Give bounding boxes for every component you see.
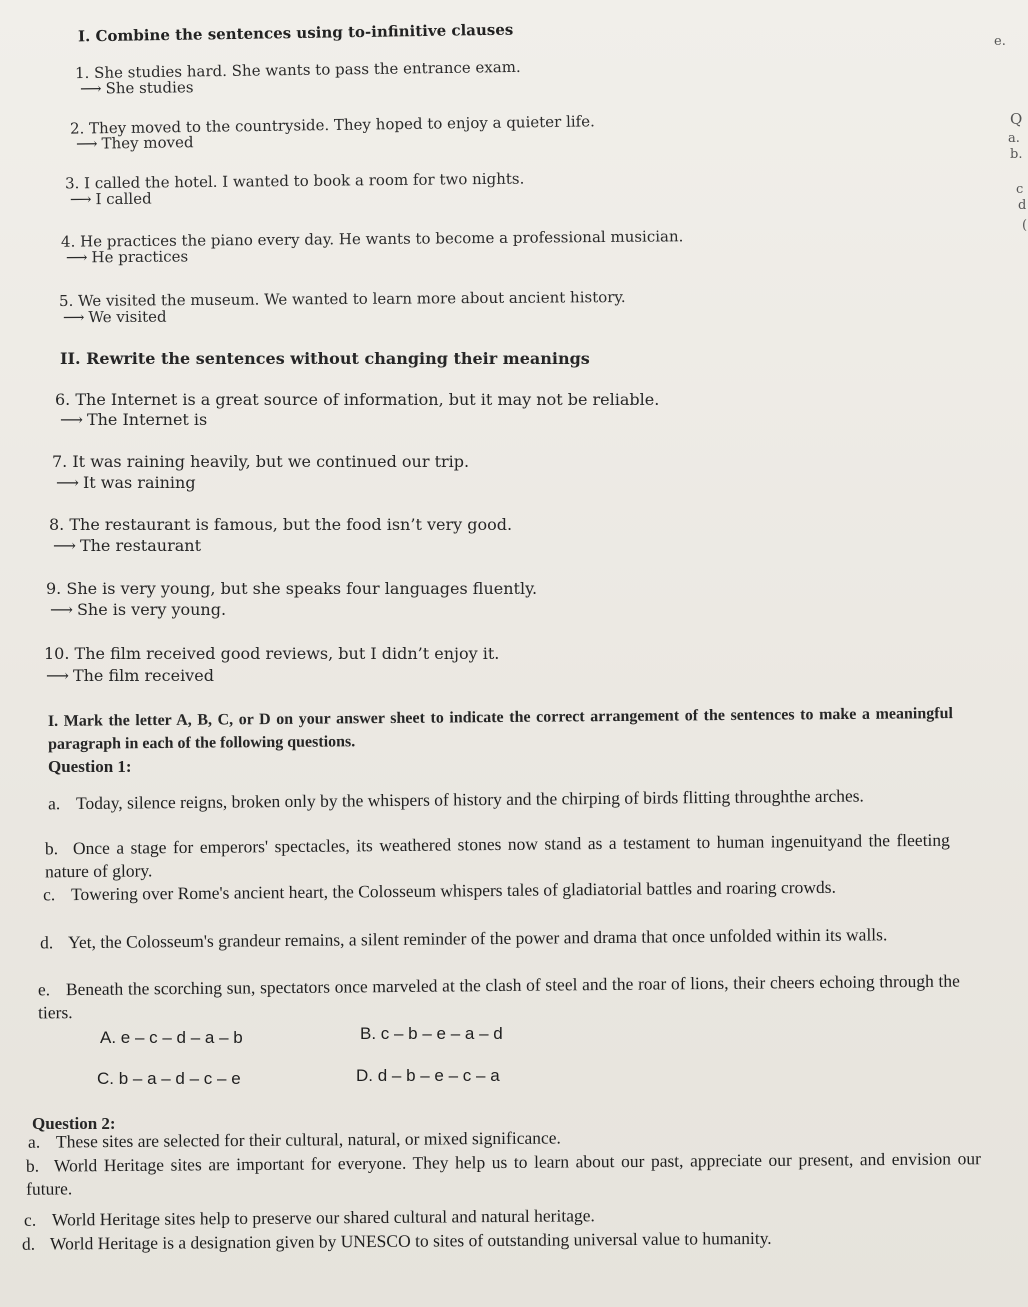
answer-stem: We visited bbox=[88, 307, 167, 327]
part1-answer-2 bbox=[76, 133, 194, 153]
answer-stem: She is very young. bbox=[76, 600, 227, 619]
part3-heading: I. Mark the letter A, B, C, or D on your answer sheet to indicate the correct arrangement of the sentences to make a meaningful paragraph in each of the following questions. bbox=[47, 705, 953, 753]
part2-question-10: 10. The film received good reviews, but I didn’t enjoy it. bbox=[44, 644, 500, 663]
part1-heading: I. Combine the sentences using to-infinitive clauses bbox=[77, 20, 514, 46]
sentence-label: b. bbox=[44, 838, 59, 859]
question1-title: Question 1: bbox=[48, 757, 132, 776]
question2-title: Question 2: bbox=[32, 1114, 116, 1133]
part2-question-7: 7. It was raining heavily, but we continued our trip. bbox=[52, 452, 470, 471]
arrow-icon: ⟶ bbox=[60, 410, 83, 429]
part1-answer-5 bbox=[63, 308, 167, 327]
part2-answer-10 bbox=[46, 666, 214, 685]
sentence-text: Yet, the Colosseum's grandeur remains, a silent reminder of the power and drama that once unfolded within its walls. bbox=[67, 924, 888, 953]
arrow-icon: ⟶ bbox=[75, 134, 98, 153]
sentence-label: e. bbox=[37, 979, 51, 1000]
sentence-label: d. bbox=[21, 1233, 36, 1254]
q1-option-a[interactable]: A. e – c – d – a – b bbox=[100, 1028, 243, 1047]
part1-question-3: 3. I called the hotel. I wanted to book a room for two nights. bbox=[64, 169, 525, 193]
part2-heading: II. Rewrite the sentences without changing their meanings bbox=[60, 349, 590, 368]
part1-answer-3 bbox=[70, 190, 152, 209]
part2-answer-6 bbox=[60, 410, 207, 429]
sentence-text: These sites are selected for their cultural, natural, or mixed significance. bbox=[55, 1127, 561, 1152]
arrow-icon: ⟶ bbox=[69, 190, 92, 209]
part1-question-1: 1. She studies hard. She wants to pass the entrance exam. bbox=[74, 57, 521, 83]
part2-question-8: 8. The restaurant is famous, but the food isn’t very good. bbox=[49, 515, 513, 534]
edge-letter-c: c bbox=[1016, 182, 1024, 197]
q1-sentence-d bbox=[40, 923, 958, 955]
q1-sentence-e bbox=[38, 970, 960, 1025]
part1-question-4: 4. He practices the piano every day. He wants to become a professional musician. bbox=[60, 227, 684, 251]
part2-answer-8 bbox=[53, 536, 201, 555]
edge-paren: ( bbox=[1022, 218, 1028, 233]
sentence-text: Beneath the scorching sun, spectators once marveled at the clash of steel and the roar of lions, their cheers echoing through the tiers. bbox=[38, 970, 960, 1023]
sentence-label: a. bbox=[47, 793, 61, 814]
edge-letter-e: e. bbox=[994, 34, 1006, 49]
sentence-text: Today, silence reigns, broken only by the whispers of history and the chirping of birds flitting throughthe arches. bbox=[75, 785, 864, 814]
part1-question-2: 2. They moved to the countryside. They hoped to enjoy a quieter life. bbox=[69, 112, 595, 138]
sentence-label: a. bbox=[27, 1131, 41, 1152]
edge-letter-d: d bbox=[1018, 198, 1027, 213]
answer-stem: The Internet is bbox=[86, 410, 208, 429]
sentence-text: World Heritage sites help to preserve our shared cultural and natural heritage. bbox=[51, 1205, 595, 1230]
part2-answer-9 bbox=[50, 600, 226, 619]
sentence-text: World Heritage sites are important for everyone. They help us to learn about our past, appreciate our present, and envision our future. bbox=[26, 1148, 981, 1199]
sentence-label: c. bbox=[42, 884, 56, 905]
sentence-text: Once a stage for emperors' spectacles, its weathered stones now stand as a testament to human ingenuityand the fleeting nature of glory. bbox=[45, 829, 950, 882]
edge-letter-q: Q bbox=[1010, 110, 1023, 128]
q1-option-c[interactable]: C. b – a – d – c – e bbox=[97, 1069, 241, 1088]
sentence-label: c. bbox=[23, 1209, 37, 1230]
arrow-icon: ⟶ bbox=[62, 308, 85, 327]
arrow-icon: ⟶ bbox=[53, 536, 76, 555]
edge-letter-b: b. bbox=[1010, 147, 1023, 162]
sentence-text: Towering over Rome's ancient heart, the Colosseum whispers tales of gladiatorial battles and roaring crowds. bbox=[70, 876, 836, 905]
part2-answer-7 bbox=[56, 473, 196, 492]
part1-answer-4 bbox=[66, 247, 188, 266]
arrow-icon: ⟶ bbox=[79, 79, 102, 98]
q1-option-d[interactable]: D. d – b – e – c – a bbox=[356, 1066, 500, 1085]
arrow-icon: ⟶ bbox=[50, 600, 73, 619]
answer-stem: They moved bbox=[101, 133, 194, 153]
part2-question-9: 9. She is very young, but she speaks four languages fluently. bbox=[46, 579, 538, 598]
answer-stem: She studies bbox=[105, 78, 194, 98]
answer-stem: I called bbox=[95, 189, 152, 209]
q1-option-b[interactable]: B. c – b – e – a – d bbox=[360, 1024, 503, 1043]
answer-stem: It was raining bbox=[82, 473, 196, 492]
arrow-icon: ⟶ bbox=[65, 248, 88, 267]
sentence-label: b. bbox=[25, 1155, 40, 1176]
part1-question-5: 5. We visited the museum. We wanted to learn more about ancient history. bbox=[58, 288, 626, 310]
part2-question-6: 6. The Internet is a great source of information, but it may not be reliable. bbox=[55, 390, 660, 409]
answer-stem: He practices bbox=[91, 247, 189, 267]
sentence-text: World Heritage is a designation given by UNESCO to sites of outstanding universal value to humanity. bbox=[49, 1227, 772, 1254]
edge-letter-a: a. bbox=[1008, 131, 1020, 146]
q1-sentence-a bbox=[48, 784, 948, 816]
part1-answer-1 bbox=[80, 78, 194, 98]
arrow-icon: ⟶ bbox=[56, 473, 79, 492]
sentence-label: d. bbox=[39, 932, 54, 953]
arrow-icon: ⟶ bbox=[46, 666, 69, 685]
adjacent-page-edge bbox=[994, 0, 1028, 240]
q2-sentence-b bbox=[26, 1147, 981, 1200]
answer-stem: The restaurant bbox=[79, 536, 201, 555]
answer-stem: The film received bbox=[72, 666, 214, 685]
